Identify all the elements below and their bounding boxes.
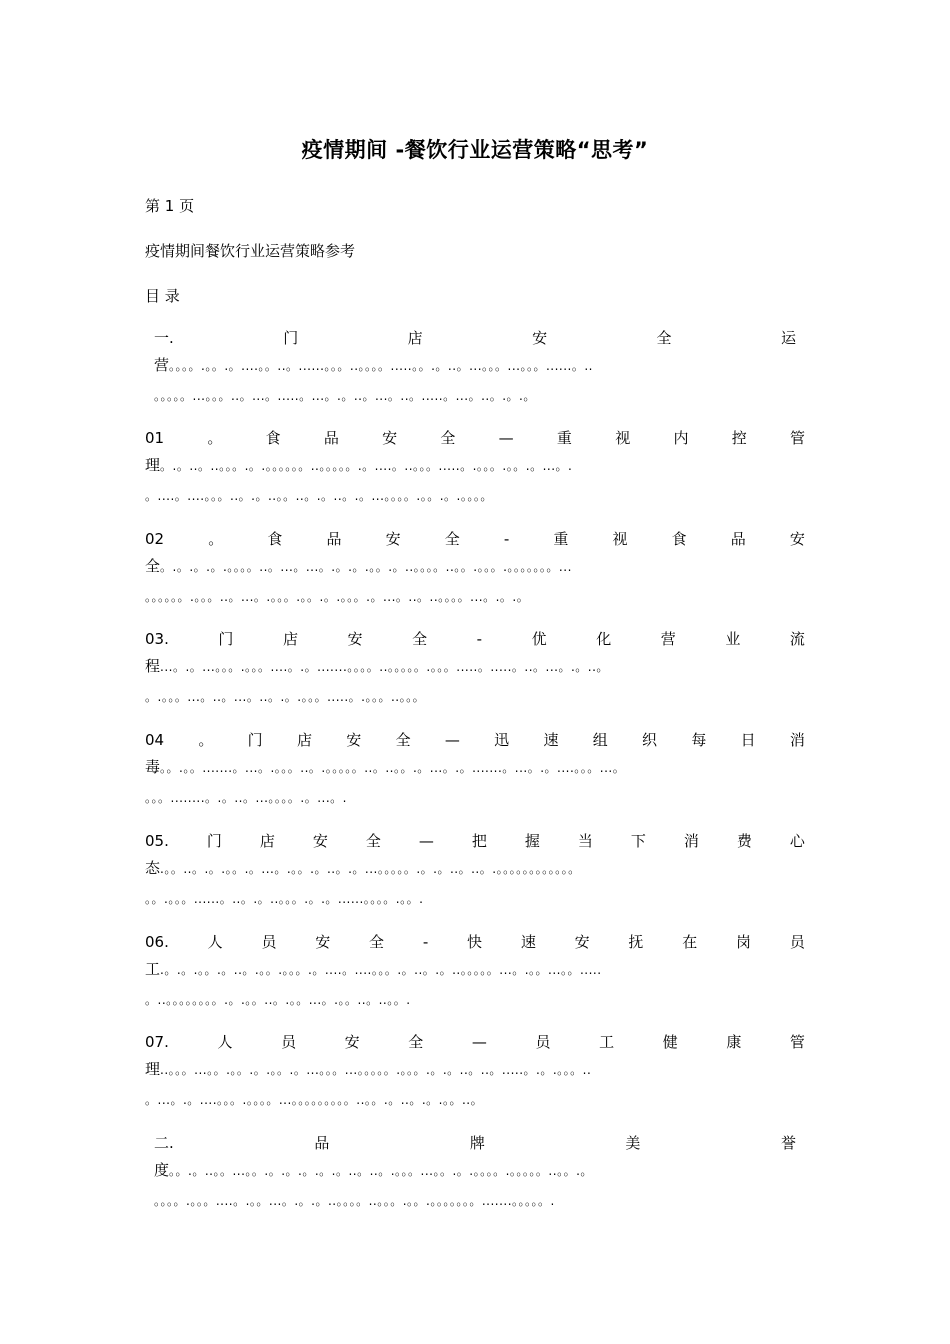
toc-entry-title: 02 。 食 品 安 全 - 重 视 食 品 安 (145, 530, 805, 548)
toc-entry-title: 05. 门 店 安 全 — 把 握 当 下 消 费 心 (145, 832, 805, 850)
toc-leader-line: 。..。。。。。。。。.。.。。..。.。。...。.。。..。..。。. (145, 993, 411, 1007)
toc-leader-line: 理。.。..。..。。。.。.。。。。。。..。。。。。.。....。..。。。.....。.。。。.。。.。...。. (145, 456, 573, 474)
toc-entry-title: 一. 门 店 安 全 运 (154, 329, 796, 347)
toc-entry[interactable] (145, 627, 805, 711)
toc-entry-title: 06. 人 员 安 全 - 快 速 安 抚 在 岗 员 (145, 933, 805, 951)
document-title: 疫情期间 -餐饮行业运营策略“思考” (301, 138, 649, 162)
toc-leader-line: 。....。....。。。..。.。..。。..。.。..。.。...。。。。.。。.。.。。。。 (145, 489, 493, 503)
toc-leader-line: 毒。。.。。.......。...。.。。。..。.。。。。。..。..。。.。...。.。.......。...。.。....。。。...。 (145, 758, 626, 776)
toc-entry-title: 04 。 门 店 安 全 — 迅 速 组 织 每 日 消 (145, 731, 805, 749)
toc-entry-title: 二. 品 牌 美 誉 (154, 1134, 796, 1152)
toc-leader-line: 。...。.。....。。。.。。。。...。。。。。。。。。..。。.。..。.。.。。..。 (145, 1093, 484, 1107)
toc-leader-line: 程...。.。...。。。.。。。....。.。.......。。。。..。。。。。.。。。.....。.....。..。...。.。..。 (145, 657, 609, 675)
toc-leader-line: 工.。.。.。。.。..。.。。.。。。.。....。....。。。.。..。.。..。。。。。...。.。。...。。..... (145, 960, 602, 978)
toc-leader-line: 理..。。。...。。.。。.。.。。.。...。。。...。。。。。.。。。.。.。..。..。.....。.。.。。。.. (145, 1060, 592, 1078)
toc-leader-line: 。。。。.。。。....。.。。...。.。.。..。。。。..。。。.。。.。。。。。。。.......。。。。。. (154, 1194, 555, 1208)
toc-leader-line: 。。.。。。......。..。.。..。。。.。.。......。。。。.。。. (145, 892, 424, 906)
toc-heading: 目 录 (145, 287, 180, 305)
toc-entry-title: 07. 人 员 安 全 — 员 工 健 康 管 (145, 1033, 805, 1051)
toc-leader-line: 态.。。..。.。.。。.。...。.。。.。..。.。...。。。。。.。.。..。..。.。。。。。。。。。。。。 (145, 859, 581, 877)
toc-entry[interactable] (145, 829, 805, 913)
toc-entry-title: 03. 门 店 安 全 - 优 化 营 业 流 (145, 630, 805, 648)
toc-entry[interactable] (145, 527, 805, 611)
toc-entry[interactable] (145, 728, 805, 812)
toc-leader-line: 度。。.。..。。...。。.。.。.。.。.。..。..。.。。。...。。.。.。。。。.。。。。。..。。.。 (154, 1161, 593, 1179)
page-label: 第 1 页 (145, 197, 195, 215)
toc-entry[interactable] (145, 1030, 805, 1114)
toc-leader-line: 。。。........。.。..。...。。。。.。...。. (145, 791, 347, 805)
toc-leader-line: 营。。。。.。。.。....。。..。......。。。..。。。。.....。。.。..。...。。。...。。。......。.. (154, 356, 593, 374)
toc-leader-line: 。。。。。。.。。。..。...。.。。。.。。.。.。。。.。...。..。..。。。。...。.。.。 (145, 590, 530, 604)
toc-leader-line: 全。.。.。.。.。。。。..。...。...。.。.。.。。.。..。。。。..。。.。。。.。。。。。。。... (145, 557, 572, 575)
toc-leader-line: 。.。。。...。..。...。..。.。.。。。.....。.。。。..。。。 (145, 690, 426, 704)
toc-leader-line: 。。。。。...。。。..。...。.....。...。.。..。...。..。.....。...。..。.。.。 (154, 389, 536, 403)
subtitle: 疫情期间餐饮行业运营策略参考 (145, 242, 356, 260)
toc-entry[interactable] (145, 930, 805, 1014)
toc-entry[interactable] (145, 426, 805, 510)
toc-entry[interactable] (145, 326, 796, 410)
toc-entry-title: 01 。 食 品 安 全 — 重 视 内 控 管 (145, 429, 805, 447)
toc-entry[interactable] (145, 1131, 796, 1215)
